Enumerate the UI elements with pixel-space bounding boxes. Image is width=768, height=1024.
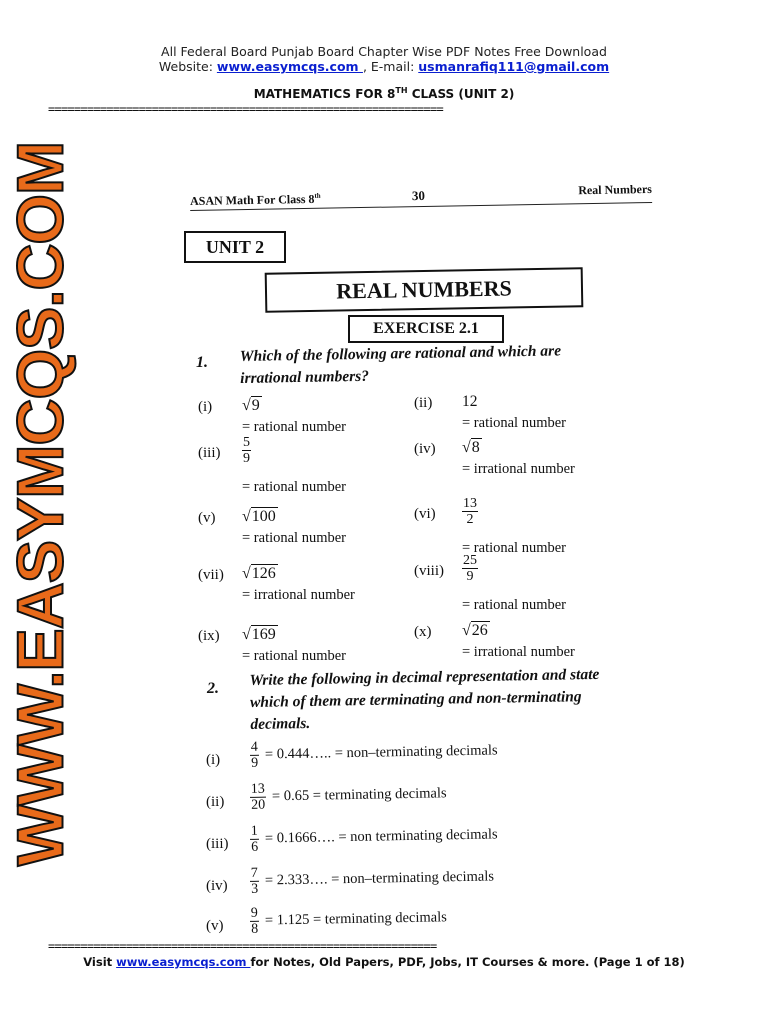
q1-item-label: (vi) — [414, 506, 436, 522]
q2-item-row — [246, 736, 498, 771]
q2-decimal: = 0.1666…. — [264, 829, 335, 847]
q2-answer: = non–terminating decimals — [331, 868, 495, 888]
q2-decimal: = 0.65 — [271, 787, 310, 805]
header-rule: ============================================================= — [48, 103, 443, 115]
q2-fraction: $\frac{13}{20}$ — [250, 781, 266, 813]
q1-item-label: (ix) — [198, 628, 220, 644]
q1-item-expression: √100 — [242, 508, 276, 525]
q1-item-expression: √126 — [242, 565, 276, 582]
q2-decimal: = 2.333…. — [264, 871, 328, 889]
q2-item-label: (v) — [206, 918, 224, 934]
q2-item-row — [246, 779, 447, 813]
q1-item-expression: $\frac{25}{9}$ — [463, 553, 477, 584]
question-1-text: Which of the following are rational and which are irrational numbers? — [239, 342, 562, 387]
q2-fraction: $\frac{4}{9}$ — [250, 739, 259, 771]
q2-decimal: = 0.444….. — [264, 745, 332, 763]
q2-fraction: $\frac{9}{8}$ — [250, 905, 259, 937]
page-number: 30 — [411, 187, 426, 204]
q2-answer: = non–terminating decimals — [334, 742, 498, 762]
q1-item-label: (viii) — [414, 563, 444, 579]
q1-item-answer: = rational number — [242, 479, 347, 495]
q2-decimal: = 1.125 — [264, 911, 310, 929]
q2-item-label: (iv) — [206, 878, 228, 894]
q2-item-label: (iii) — [206, 836, 229, 852]
question-1-number: 1. — [196, 354, 208, 371]
running-head — [190, 182, 652, 211]
q1-item-answer: = rational number — [242, 419, 347, 435]
q1-item-answer: = rational number — [462, 415, 567, 431]
header-tagline: All Federal Board Punjab Board Chapter Wise PDF Notes Free Download — [161, 44, 607, 59]
q1-item-expression: 12 — [462, 393, 478, 410]
email-link[interactable]: usmanrafiq111@gmail.com — [418, 59, 610, 74]
q1-item-label: (iii) — [198, 445, 221, 461]
q1-item-expression: √169 — [242, 626, 276, 643]
q1-item-label: (vii) — [198, 567, 224, 583]
footer-rule: ============================================================ — [48, 940, 437, 952]
q1-item-label: (ii) — [414, 395, 433, 411]
exercise-heading: EXERCISE 2.1 — [348, 315, 504, 343]
q1-item-expression: $\frac{5}{9}$ — [243, 435, 250, 466]
q2-item-label: (i) — [206, 752, 221, 768]
chapter-title: REAL NUMBERS — [265, 267, 584, 313]
q2-item-row — [246, 902, 447, 937]
q1-item-label: (v) — [198, 510, 216, 526]
website-label: Website: — [158, 59, 217, 74]
question-2-number: 2. — [207, 680, 219, 697]
unit-box: UNIT 2 — [184, 231, 286, 263]
q1-item-answer: = irrational number — [242, 587, 355, 603]
q1-item-answer: = rational number — [462, 597, 567, 613]
q2-answer: = terminating decimals — [312, 909, 447, 928]
q1-item-answer: = rational number — [462, 540, 567, 556]
q1-item-label: (iv) — [414, 441, 436, 457]
q1-item-label: (x) — [414, 624, 432, 640]
q1-item-expression: √9 — [242, 397, 260, 414]
q1-item-answer: = irrational number — [462, 644, 575, 660]
q2-answer: = non terminating decimals — [338, 826, 498, 846]
q1-item-expression: √26 — [462, 622, 488, 639]
q1-item-answer: = rational number — [242, 530, 347, 546]
q1-item-answer: = irrational number — [462, 461, 575, 477]
q1-item-expression: √8 — [462, 439, 480, 456]
website-link[interactable]: www.easymcqs.com — [216, 59, 363, 74]
q1-item-label: (i) — [198, 399, 213, 415]
footer-website-link[interactable]: www.easymcqs.com — [116, 955, 251, 969]
q2-item-row — [246, 820, 498, 855]
question-2-text: Write the following in decimal representation and state which of them are terminating and non-terminating decimals. — [249, 665, 600, 733]
q1-item-expression: $\frac{13}{2}$ — [463, 496, 477, 527]
running-head-left: ASAN Math For Class 8th — [189, 191, 321, 209]
header-contact — [0, 59, 768, 74]
footer-text: Visit www.easymcqs.com for Notes, Old Papers, PDF, Jobs, IT Courses & more. (Page 1 of 18) — [83, 955, 685, 969]
email-label: , E-mail: — [362, 59, 419, 74]
q2-fraction: $\frac{1}{6}$ — [250, 823, 259, 855]
q1-item-answer: = rational number — [242, 648, 347, 664]
q2-item-row — [246, 862, 495, 897]
running-head-right: Real Numbers — [578, 181, 653, 198]
q2-answer: = terminating decimals — [312, 785, 447, 804]
document-title: MATHEMATICS FOR 8TH CLASS (UNIT 2) — [253, 86, 515, 101]
q2-item-label: (ii) — [206, 794, 225, 810]
q2-fraction: $\frac{7}{3}$ — [250, 865, 259, 897]
